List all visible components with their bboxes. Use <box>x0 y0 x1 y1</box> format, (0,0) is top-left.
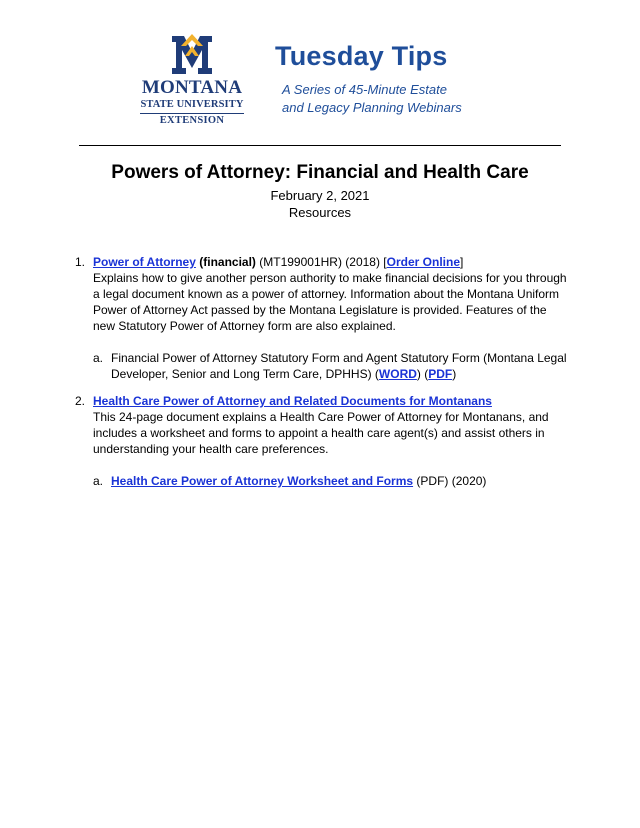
resource-item <box>75 254 570 382</box>
header-divider <box>79 145 561 146</box>
series-subtitle-line2: and Legacy Planning Webinars <box>282 100 462 115</box>
word-link[interactable]: WORD <box>378 367 417 381</box>
logo-montana-text: MONTANA <box>141 77 243 98</box>
item-meta: (MT199001HR) (2018) [ <box>255 255 387 269</box>
sub-item-letter: a. <box>93 351 104 365</box>
sub-item-mid: ) ( <box>416 367 429 381</box>
logo-state-university-text: STATE UNIVERSITY <box>140 99 244 110</box>
worksheet-and-forms-link[interactable]: Health Care Power of Attorney Worksheet and Forms <box>111 474 414 488</box>
logo-extension-text: EXTENSION <box>159 115 225 126</box>
item-body <box>93 393 570 457</box>
section-heading: Resources <box>288 205 352 220</box>
msu-extension-logo <box>134 32 250 124</box>
item-description: Explains how to give another person authority to make financial decisions for you through a legal document known as a power of attorney. Information about the Montana Uniform Power of Attorney Act passed by the Montana Legislature is provided. Features of the new Statutory Power of Attorney form are also explained. <box>93 271 567 333</box>
item-description: This 24-page document explains a Health Care Power of Attorney for Montanans, and includes a worksheet and forms to appoint a health care agent(s) and assist others in understanding your health care preferences. <box>93 410 549 456</box>
sub-item-end: ) <box>452 367 457 381</box>
power-of-attorney-link[interactable]: Power of Attorney <box>93 255 196 269</box>
sub-resource-item <box>93 473 570 489</box>
logo-divider <box>140 113 244 114</box>
resource-list <box>75 254 570 489</box>
pdf-link[interactable]: PDF <box>428 367 453 381</box>
item-meta-end: ] <box>460 255 464 269</box>
page-title: Powers of Attorney: Financial and Health Care <box>111 162 529 183</box>
m-mountain-icon <box>168 32 216 76</box>
sub-item-text: Financial Power of Attorney Statutory Form and Agent Statutory Form (Montana Legal Developer, Senior and Long Term Care, DPHHS) ( <box>111 351 567 381</box>
order-online-link[interactable]: Order Online <box>386 255 460 269</box>
item-qualifier: (financial) <box>199 255 256 269</box>
series-title: Tuesday Tips <box>275 41 448 71</box>
item-number: 1. <box>75 255 86 269</box>
health-care-poa-link[interactable]: Health Care Power of Attorney and Related Documents for Montanans <box>93 394 492 408</box>
sub-item-text: (PDF) (2020) <box>413 474 487 488</box>
sub-resource-item <box>93 350 570 382</box>
series-subtitle <box>282 81 502 117</box>
series-subtitle-line1: A Series of 45-Minute Estate <box>282 82 447 97</box>
sub-item-letter: a. <box>93 474 104 488</box>
item-body <box>93 254 570 334</box>
resource-item <box>75 393 570 489</box>
document-date: February 2, 2021 <box>270 188 370 203</box>
item-number: 2. <box>75 394 86 408</box>
